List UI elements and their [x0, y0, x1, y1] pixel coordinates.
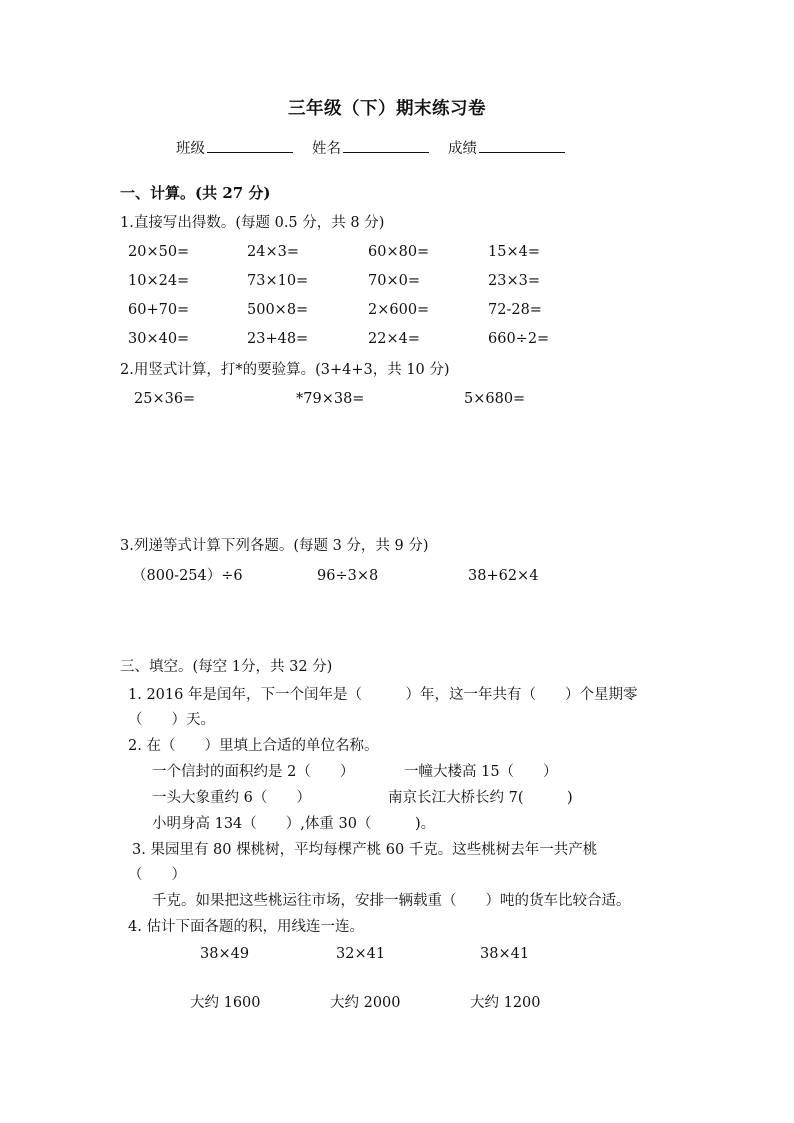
vertical-calc-item: *79×38=	[296, 391, 365, 407]
score-field	[448, 138, 565, 158]
score-label: 成绩	[448, 141, 477, 157]
calc-item: 60+70=	[128, 302, 190, 318]
fill-q3-line3: 千克。如果把这些桃运往市场，安排一辆载重（ ）吨的货车比较合适。	[152, 893, 631, 909]
class-field	[176, 138, 293, 158]
fill-q1-line1: 1. 2016 年是闰年，下一个闰年是（ ）年，这一年共有（ ）个星期零	[128, 687, 638, 703]
calc-item: 70×0=	[368, 273, 420, 289]
calc-item: 60×80=	[368, 244, 430, 260]
name-label: 姓名	[312, 141, 341, 157]
fill-q2-label: 2. 在（ ）里填上合适的单位名称。	[128, 738, 379, 754]
calc-item: 24×3=	[247, 244, 299, 260]
fill-q3-line2: （ ）	[128, 867, 186, 883]
calc-item: 500×8=	[247, 302, 309, 318]
vertical-calc-item: 5×680=	[464, 391, 526, 407]
score-blank[interactable]	[479, 138, 565, 153]
section-3-heading: 三、填空。(每空 1分，共 32 分)	[120, 659, 333, 675]
fill-q2-item: 南京长江大桥长约 7( )	[388, 790, 573, 806]
fill-q3-line1: 3. 果园里有 80 棵桃树，平均每棵产桃 60 千克。这些桃树去年一共产桃	[132, 842, 598, 858]
fill-q2-item: 小明身高 134（ ）,体重 30（ )。	[152, 816, 436, 832]
calc-item: 23×3=	[488, 273, 540, 289]
page-title: 三年级（下）期末练习卷	[288, 99, 486, 119]
calc-item: 10×24=	[128, 273, 190, 289]
calc-item: 23+48=	[247, 331, 309, 347]
section-1-heading: 一、计算。(共 27 分)	[120, 184, 271, 202]
calc-item: 15×4=	[488, 244, 540, 260]
calc-item: 2×600=	[368, 302, 430, 318]
estimate-expression: 38×41	[480, 946, 530, 962]
name-field	[312, 138, 429, 158]
step-calc-item: 96÷3×8	[317, 568, 379, 584]
estimate-expression: 32×41	[336, 946, 386, 962]
fill-q1-line2: （ ）天。	[128, 712, 215, 728]
name-blank[interactable]	[343, 138, 429, 153]
vertical-calc-item: 25×36=	[134, 391, 196, 407]
calc-item: 30×40=	[128, 331, 190, 347]
class-blank[interactable]	[207, 138, 293, 153]
q2-label: 2.用竖式计算，打*的要验算。(3+4+3，共 10 分)	[120, 362, 450, 378]
q3-label: 3.列递等式计算下列各题。(每题 3 分，共 9 分)	[120, 538, 429, 554]
estimate-answer: 大约 2000	[330, 995, 401, 1011]
estimate-answer: 大约 1600	[190, 995, 261, 1011]
fill-q4-label: 4. 估计下面各题的积，用线连一连。	[128, 919, 364, 935]
estimate-expression: 38×49	[200, 946, 250, 962]
step-calc-item: （800-254）÷6	[132, 568, 243, 584]
calc-item: 20×50=	[128, 244, 190, 260]
calc-item: 660÷2=	[488, 331, 550, 347]
fill-q2-item: 一幢大楼高 15（ ）	[404, 764, 558, 780]
fill-q2-item: 一头大象重约 6（ ）	[152, 790, 311, 806]
estimate-answer: 大约 1200	[470, 995, 541, 1011]
calc-item: 73×10=	[247, 273, 309, 289]
calc-item: 22×4=	[368, 331, 420, 347]
calc-item: 72-28=	[488, 302, 542, 318]
class-label: 班级	[176, 141, 205, 157]
q1-label: 1.直接写出得数。(每题 0.5 分，共 8 分)	[120, 215, 385, 231]
step-calc-item: 38+62×4	[468, 568, 539, 584]
fill-q2-item: 一个信封的面积约是 2（ ）	[152, 764, 355, 780]
